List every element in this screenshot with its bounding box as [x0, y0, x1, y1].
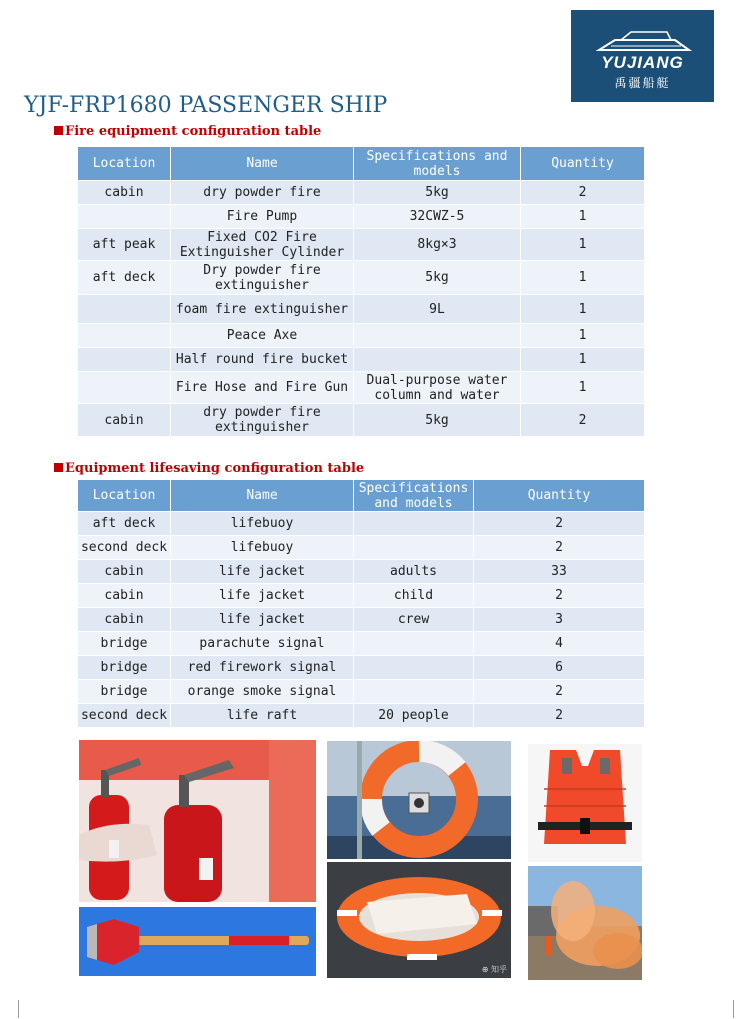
cell-name: Half round fire bucket [171, 348, 354, 372]
table-row [78, 656, 645, 680]
cell-specs: adults [354, 560, 474, 584]
cell-location [78, 295, 171, 324]
cell-specs: 5kg [354, 261, 521, 295]
table-row [78, 295, 645, 324]
life-header-location: Location [78, 480, 171, 512]
life-header-quantity: Quantity [474, 480, 645, 512]
cell-location [78, 205, 171, 229]
cell-quantity: 2 [474, 512, 645, 536]
crop-mark-left [0, 1000, 19, 1018]
cell-quantity: 1 [521, 348, 645, 372]
table-row [78, 680, 645, 704]
table-row [78, 704, 645, 728]
cell-specs [354, 324, 521, 348]
cell-quantity: 2 [474, 680, 645, 704]
table-row [78, 608, 645, 632]
cell-quantity: 1 [521, 229, 645, 261]
cell-quantity: 2 [521, 404, 645, 437]
cell-name: red firework signal [171, 656, 354, 680]
fire-extinguisher-photo [79, 740, 316, 902]
cell-name: Fixed CO2 Fire Extinguisher Cylinder [171, 229, 354, 261]
fire-header-name: Name [171, 147, 354, 181]
cell-location: second deck [78, 536, 171, 560]
table-row [78, 632, 645, 656]
cell-name: Peace Axe [171, 324, 354, 348]
cell-location: cabin [78, 584, 171, 608]
cell-specs: 8kg×3 [354, 229, 521, 261]
cell-name: life jacket [171, 560, 354, 584]
cell-quantity: 6 [474, 656, 645, 680]
cell-specs [354, 656, 474, 680]
red-square-icon [54, 463, 63, 472]
table-row [78, 324, 645, 348]
cell-specs: Dual-purpose water column and water [354, 372, 521, 404]
life-header-specs: Specifications and models [354, 480, 474, 512]
life-table-header-row [78, 480, 645, 512]
lifesaving-equipment-table [77, 479, 645, 728]
life-jacket-photo [528, 744, 642, 862]
cell-specs [354, 680, 474, 704]
cell-location: aft deck [78, 512, 171, 536]
table-row [78, 181, 645, 205]
cell-location [78, 372, 171, 404]
cell-name: Fire Pump [171, 205, 354, 229]
cell-name: Fire Hose and Fire Gun [171, 372, 354, 404]
raft-watermark: ⊕ 知乎 [481, 965, 507, 974]
cell-specs: 5kg [354, 181, 521, 205]
cell-specs: crew [354, 608, 474, 632]
cell-name: dry powder fire [171, 181, 354, 205]
cell-name: life jacket [171, 608, 354, 632]
fire-section-heading-text: Fire equipment configuration table [65, 124, 322, 139]
cell-location: bridge [78, 656, 171, 680]
cell-quantity: 1 [521, 324, 645, 348]
table-row [78, 229, 645, 261]
cell-specs: 5kg [354, 404, 521, 437]
table-row [78, 205, 645, 229]
cell-quantity: 1 [521, 205, 645, 229]
life-raft-photo [327, 862, 511, 978]
cell-specs [354, 512, 474, 536]
table-row [78, 560, 645, 584]
table-row [78, 584, 645, 608]
cell-specs [354, 536, 474, 560]
cell-location: bridge [78, 680, 171, 704]
cell-specs: 32CWZ-5 [354, 205, 521, 229]
cell-name: lifebuoy [171, 536, 354, 560]
cell-location: aft peak [78, 229, 171, 261]
table-row [78, 372, 645, 404]
company-logo [571, 10, 714, 102]
fire-header-location: Location [78, 147, 171, 181]
red-square-icon [54, 126, 63, 135]
cell-location: cabin [78, 404, 171, 437]
page-title: YJF-FRP1680 PASSENGER SHIP [24, 93, 388, 118]
cell-name: foam fire extinguisher [171, 295, 354, 324]
fire-table-header-row [78, 147, 645, 181]
cell-quantity: 2 [474, 704, 645, 728]
cell-quantity: 4 [474, 632, 645, 656]
cell-quantity: 1 [521, 372, 645, 404]
cell-name: parachute signal [171, 632, 354, 656]
cell-location: bridge [78, 632, 171, 656]
cell-name: dry powder fire extinguisher [171, 404, 354, 437]
cell-location: cabin [78, 181, 171, 205]
cell-location: cabin [78, 560, 171, 584]
cell-name: lifebuoy [171, 512, 354, 536]
lifebuoy-photo [327, 741, 511, 859]
cell-quantity: 2 [474, 584, 645, 608]
cell-location: second deck [78, 704, 171, 728]
logo-brand-cn-text: 禹疆船艇 [614, 76, 671, 90]
cell-location: aft deck [78, 261, 171, 295]
table-row [78, 404, 645, 437]
life-header-name: Name [171, 480, 354, 512]
table-row [78, 512, 645, 536]
logo-brand-text: YUJIANG [601, 53, 684, 72]
cell-location [78, 324, 171, 348]
cell-specs [354, 348, 521, 372]
axe-photo [79, 907, 316, 976]
cell-name: life jacket [171, 584, 354, 608]
cell-name: orange smoke signal [171, 680, 354, 704]
cell-specs: 9L [354, 295, 521, 324]
fire-equipment-table [77, 146, 645, 437]
table-row [78, 536, 645, 560]
lifesaving-section-heading-text: Equipment lifesaving configuration table [65, 461, 365, 476]
crop-mark-right [733, 1000, 752, 1018]
cell-specs [354, 632, 474, 656]
cell-name: life raft [171, 704, 354, 728]
cell-specs: 20 people [354, 704, 474, 728]
cell-quantity: 1 [521, 295, 645, 324]
smoke-signal-photo [528, 866, 642, 980]
lifesaving-section-heading [54, 461, 364, 476]
table-row [78, 261, 645, 295]
cell-location [78, 348, 171, 372]
cell-quantity: 3 [474, 608, 645, 632]
fire-header-quantity: Quantity [521, 147, 645, 181]
cell-specs: child [354, 584, 474, 608]
cell-quantity: 33 [474, 560, 645, 584]
cell-quantity: 2 [521, 181, 645, 205]
cell-location: cabin [78, 608, 171, 632]
cell-quantity: 1 [521, 261, 645, 295]
cell-quantity: 2 [474, 536, 645, 560]
fire-section-heading [54, 124, 321, 139]
cell-name: Dry powder fire extinguisher [171, 261, 354, 295]
table-row [78, 348, 645, 372]
fire-header-specs: Specifications and models [354, 147, 521, 181]
